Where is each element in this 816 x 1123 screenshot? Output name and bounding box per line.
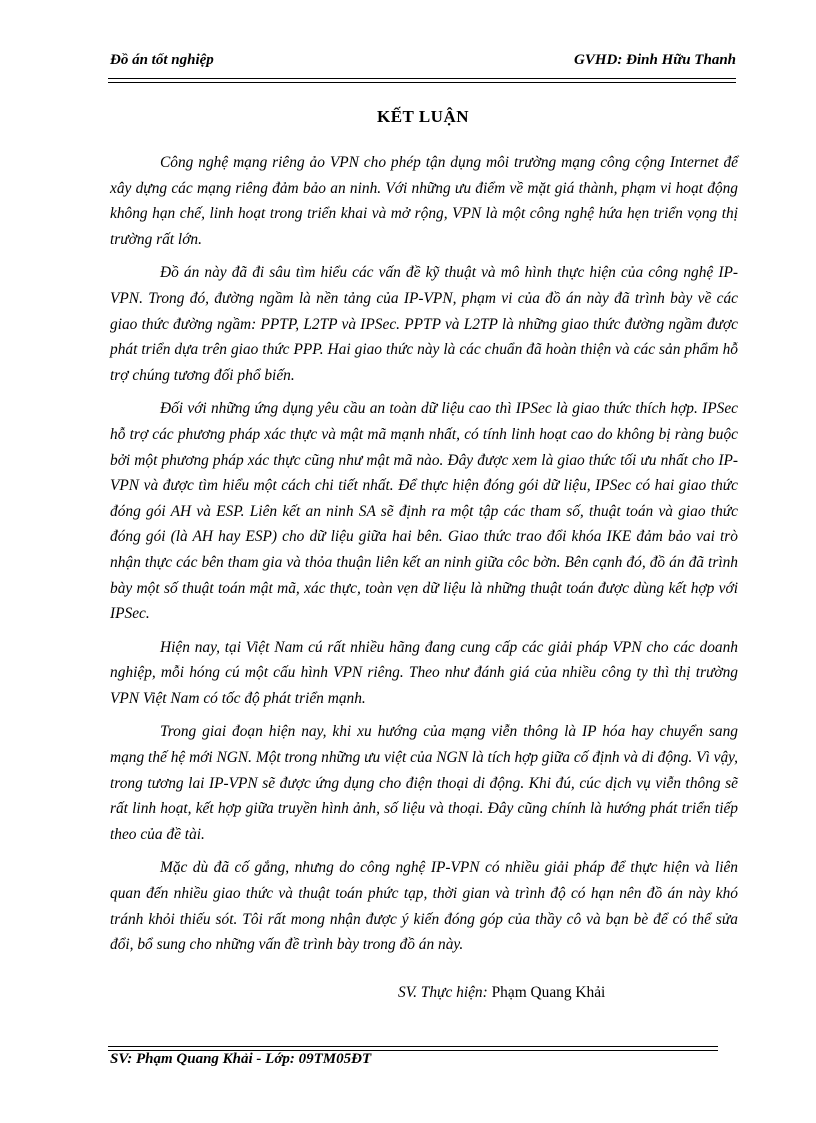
page-title: KẾT LUẬN: [376, 107, 469, 126]
signature-label: SV. Thực hiện:: [398, 984, 492, 1001]
signature-name: Phạm Quang Khải: [491, 984, 606, 1001]
paragraph: Trong giai đoạn hiện nay, khi xu hướng của mạng viễn thông là IP hóa hay chuyển sang mạng thế hệ mới NGN. Một trong những ưu việt của NGN là tích hợp giữa cố định và di động. Vì vậy, trong tương lai IP-VPN sẽ được ứng dụng cho điện thoại di động. Khi đú, cúc dịch vụ viễn thông sẽ rất linh hoạt, kết hợp giữa truyền hình ảnh, số liệu và thoại. Đây cũng chính là hướng phát triển tiếp theo của đề tài.: [110, 723, 738, 843]
header-advisor: GVHD: Đinh Hữu Thanh: [574, 52, 736, 68]
header-divider: [108, 78, 736, 83]
paragraph: Đồ án này đã đi sâu tìm hiểu các vấn đề kỹ thuật và mô hình thực hiện của công nghệ IP-VPN. Trong đó, đường ngầm là nền tảng của IP-VPN, phạm vi của đồ án này đã trình bày về các giao thức đường ngầm: PPTP, L2TP và IPSec. PPTP và L2TP là những giao thức đường ngầm được phát triển dựa trên giao thức PPP. Hai giao thức này là các chuẩn đã hoàn thiện và các sản phẩm hỗ trợ chúng tương đối phổ biến.: [110, 264, 738, 384]
header-document-type: Đồ án tốt nghiệp: [110, 52, 214, 68]
page-footer: SV: Phạm Quang Khải - Lớp: 09TM05ĐT: [110, 1051, 372, 1067]
paragraph: Công nghệ mạng riêng ảo VPN cho phép tận dụng môi trường mạng công cộng Internet để xây dựng các mạng riêng đảm bảo an ninh. Với những ưu điểm về mặt giá thành, phạm vi hoạt động không hạn chế, linh hoạt trong triển khai và mở rộng, VPN là một công nghệ hứa hẹn triển vọng thị trường rất lớn.: [110, 154, 738, 248]
signature: [398, 984, 605, 1002]
body-text: [110, 150, 738, 966]
page-header: [110, 52, 736, 74]
paragraph: Mặc dù đã cố gắng, nhưng do công nghệ IP-VPN có nhiều giải pháp để thực hiện và liên quan đến nhiều giao thức và thuật toán phức tạp, thời gian và trình độ có hạn nên đồ án này khó tránh khỏi thiếu sót. Tôi rất mong nhận được ý kiến đóng góp của thầy cô và bạn bè để có thể sửa đổi, bổ sung cho những vấn đề trình bày trong đồ án này.: [110, 859, 738, 954]
paragraph: Đối với những ứng dụng yêu cầu an toàn dữ liệu cao thì IPSec là giao thức thích hợp. IPSec hỗ trợ các phương pháp xác thực và mật mã mạnh nhất, có tính linh hoạt cao do không bị ràng buộc bởi một phương pháp xác thực cũng như mật mã nào. Đây được xem là giao thức tối ưu nhất cho IP-VPN và được tìm hiểu một cách chi tiết nhất. Để thực hiện đóng gói dữ liệu, IPSec có hai giao thức đóng gói AH và ESP. Liên kết an ninh SA sẽ định ra một tập các tham số, thuật toán và giao thức đóng gói (là AH hay ESP) cho dữ liệu giữa hai bên. Giao thức trao đổi khóa IKE đảm bảo vai trò nhận thực các bên tham gia và thỏa thuận liên kết an ninh giữa côc bờn. Bên cạnh đó, đồ án đã trình bày một số thuật toán mật mã, xác thực, toàn vẹn dữ liệu là những thuật toán được dùng kết hợp với IPSec.: [110, 400, 738, 623]
paragraph: Hiện nay, tại Việt Nam cú rất nhiều hãng đang cung cấp các giải pháp VPN cho các doanh nghiệp, mỗi hóng cú một cấu hình VPN riêng. Theo như đánh giá của nhiều công ty thì thị trường VPN Việt Nam có tốc độ phát triển mạnh.: [110, 638, 738, 707]
